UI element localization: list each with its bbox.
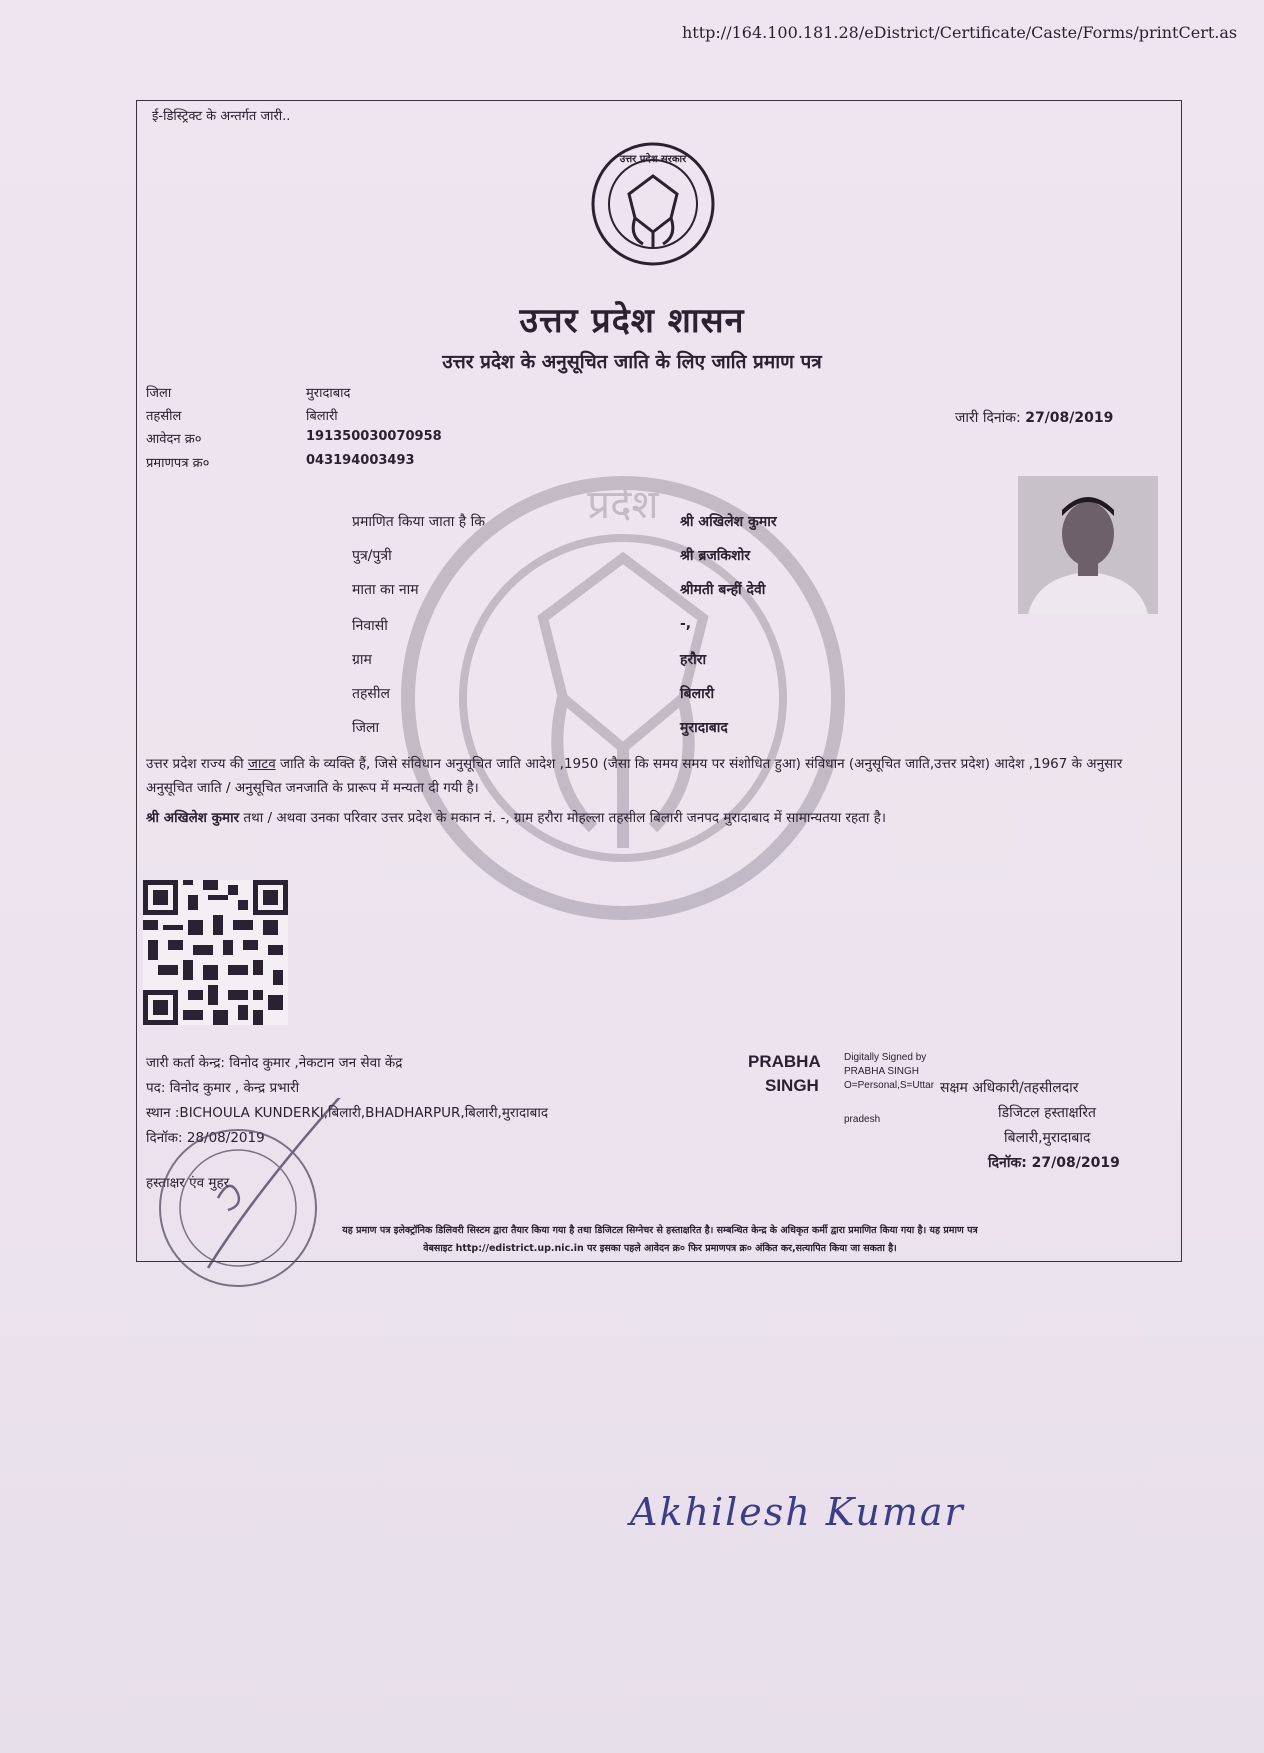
up-government-emblem (589, 140, 717, 268)
centre-stamp (148, 1098, 358, 1298)
para1-suffix: जाति के व्यक्ति हैं, जिसे संविधान अनुसूचित जाति आदेश ,1950 (जैसा कि समय समय पर संशोधित हुआ) संविधान (अनुसूचित जाति,उत्तर प्रदेश) आदेश ,1967 के अनुसार अनुसूचित जाति / अनुसूचित जनजाति के प्रारूप में मन्यता दी गयी है। (146, 756, 1123, 796)
signer-name-first: PRABHA (748, 1052, 821, 1071)
issue-place: स्थान :BICHOULA KUNDERKI,बिलारी,BHADHARPUR,बिलारी,मुरादाबाद (146, 1105, 548, 1121)
district-value: मुरादाबाद (306, 386, 351, 401)
certificate-title: उत्तर प्रदेश के अनुसूचित जाति के लिए जाति प्रमाण पत्र (442, 351, 822, 373)
issued-under-note: ई-डिस्ट्रिक्ट के अन्तर्गत जारी.. (152, 109, 291, 124)
emblem-text: उत्तर प्रदेश सरकार (619, 154, 687, 165)
print-url: http://164.100.181.28/eDistrict/Certificate/Caste/Forms/printCert.as (682, 23, 1238, 42)
detail-label-tehsil: तहसील (352, 686, 390, 702)
centre-date: दिनॉक: 28/08/2019 (146, 1130, 265, 1146)
application-label: आवेदन क्र० (146, 432, 202, 447)
digital-sign-line-1: Digitally Signed by (844, 1052, 927, 1063)
caste-name: जाटव (247, 756, 276, 772)
government-title: उत्तर प्रदेश शासन (519, 301, 745, 341)
detail-value-district: मुरादाबाद (680, 720, 728, 736)
detail-value-father: श्री ब्रजकिशोर (680, 548, 751, 564)
detail-label-mother: माता का नाम (352, 582, 419, 598)
authority-digitally-signed: डिजिटल हस्ताक्षरित (998, 1105, 1096, 1121)
disclaimer-line-1: यह प्रमाण पत्र इलेक्ट्रॉनिक डिलिवरी सिस्टम द्वारा तैयार किया गया है तथा डिजिटल सिग्नेचर से हस्ताक्षरित है। सम्बन्धित केन्द्र के अधिकृत कर्मी द्वारा प्रमाणित किया गया है। यह प्रमाण पत्र (342, 1225, 978, 1236)
applicant-photo-image (1018, 476, 1158, 614)
para2-suffix: तथा / अथवा उनका परिवार उत्तर प्रदेश के मकान नं. -, ग्राम हरौरा मोहल्ला तहसील बिलारी जनपद मुरादाबाद में सामान्यतया रहता है। (243, 810, 886, 826)
watermark-text: प्रदेश (587, 482, 659, 528)
digital-sign-line-2: PRABHA SINGH (844, 1066, 920, 1077)
applicant-photo (1018, 476, 1158, 614)
issue-date-value: 27/08/2019 (1025, 410, 1114, 426)
holder-name: श्री अखिलेश कुमार (146, 810, 240, 826)
detail-label-parent: पुत्र/पुत्री (352, 548, 392, 564)
detail-value-tehsil: बिलारी (680, 686, 715, 702)
para1-prefix: उत्तर प्रदेश राज्य की (146, 756, 244, 772)
detail-label-district: जिला (352, 720, 380, 736)
authority-date: दिनॉक: 27/08/2019 (988, 1155, 1120, 1171)
caste-paragraph (146, 752, 1166, 800)
detail-label-resident: निवासी (352, 618, 388, 634)
issuer-post: पद: विनोद कुमार , केन्द्र प्रभारी (146, 1080, 300, 1096)
detail-value-mother: श्रीमती बन्हीं देवी (680, 582, 766, 598)
detail-label-village: ग्राम (352, 652, 372, 668)
authority-title: सक्षम अधिकारी/तहसीलदार (940, 1080, 1079, 1096)
verification-disclaimer (150, 1222, 1170, 1258)
sign-and-seal: हस्ताक्षर एंव मुहर (146, 1175, 230, 1191)
certificate-number: 043194003493 (306, 453, 415, 468)
disclaimer-line-2: वेबसाइट http://edistrict.up.nic.in पर इसका पहले आवेदन क्र० फिर प्रमाणपत्र क्र० अंकित कर,सत्यापित किया जा सकता है। (423, 1243, 897, 1254)
residence-paragraph (146, 806, 1166, 830)
district-label: जिला (146, 386, 172, 401)
digital-sign-line-3: O=Personal,S=Uttar (844, 1080, 935, 1091)
issue-date (955, 408, 1113, 427)
issue-date-label: जारी दिनांक: (955, 410, 1021, 426)
handwritten-name: Akhilesh Kumar (630, 1490, 965, 1534)
signer-name-last: SINGH (765, 1076, 819, 1095)
authority-place: बिलारी,मुरादाबाद (1004, 1130, 1091, 1146)
issuing-centre: जारी कर्ता केन्द्र: विनोद कुमार ,नेकटान जन सेवा केंद्र (146, 1055, 403, 1071)
application-number: 191350030070958 (306, 429, 442, 444)
tehsil-label: तहसील (146, 409, 182, 424)
digital-sign-line-4: pradesh (844, 1114, 881, 1125)
detail-label-certified: प्रमाणित किया जाता है कि (352, 514, 486, 530)
detail-value-village: हरौरा (680, 652, 707, 668)
tehsil-value: बिलारी (306, 409, 338, 424)
qr-code (143, 880, 288, 1025)
detail-value-name: श्री अखिलेश कुमार (680, 514, 777, 530)
detail-value-resident: -, (680, 616, 692, 632)
certificate-label: प्रमाणपत्र क्र० (146, 456, 210, 471)
